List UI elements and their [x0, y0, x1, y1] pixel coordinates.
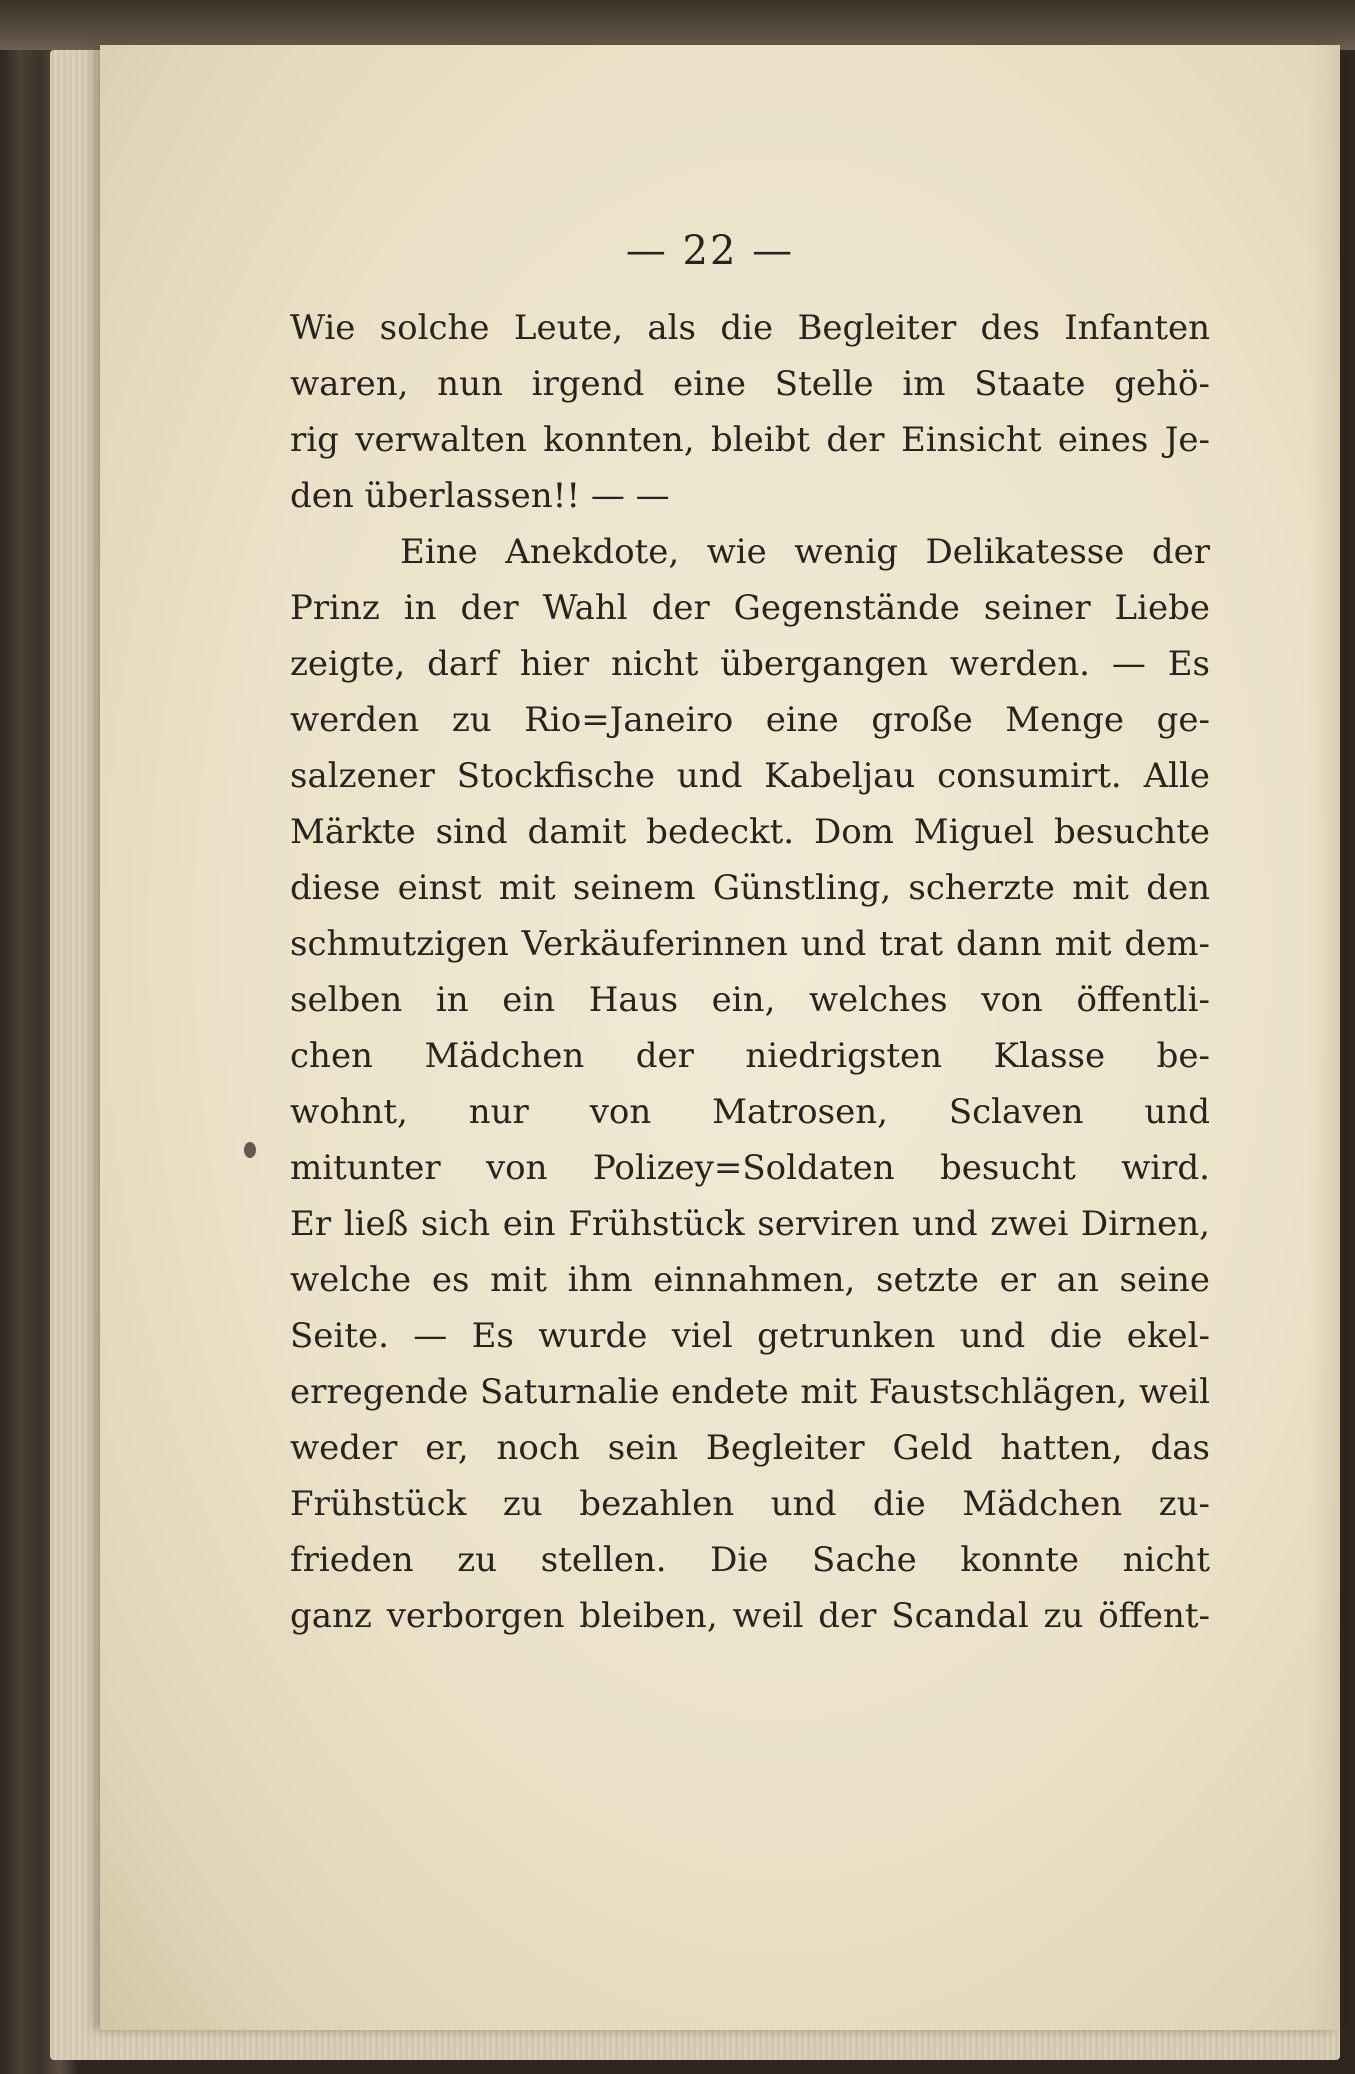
ink-spot	[244, 1142, 256, 1158]
text-line: chen Mädchen der niedrigsten Klasse be-	[290, 1036, 1210, 1076]
text-line: ganz verborgen bleiben, weil der Scandal zu öffent-	[290, 1596, 1210, 1636]
text-line: weder er, noch sein Begleiter Geld hatten, das	[290, 1428, 1210, 1468]
text-line: frieden zu stellen. Die Sache konnte nicht	[290, 1540, 1210, 1580]
text-line: zeigte, darf hier nicht übergangen werden. — Es	[290, 644, 1210, 684]
text-line: mitunter von Polizey=Soldaten besucht wird.	[290, 1148, 1210, 1188]
text-line: Seite. — Es wurde viel getrunken und die ekel-	[290, 1316, 1210, 1356]
text-line: Eine Anekdote, wie wenig Delikatesse der	[400, 532, 1210, 572]
text-line: werden zu Rio=Janeiro eine große Menge ge-	[290, 700, 1210, 740]
text-line: waren, nun irgend eine Stelle im Staate gehö-	[290, 364, 1210, 404]
text-line: schmutzigen Verkäuferinnen und trat dann mit dem-	[290, 924, 1210, 964]
book-cover-edge	[0, 0, 1355, 50]
text-line: Frühstück zu bezahlen und die Mädchen zu-	[290, 1484, 1210, 1524]
text-line: Wie solche Leute, als die Begleiter des Infanten	[290, 308, 1210, 348]
text-line: salzener Stockfische und Kabeljau consumirt. Alle	[290, 756, 1210, 796]
text-line: rig verwalten konnten, bleibt der Einsicht eines Je-	[290, 420, 1210, 460]
text-line: Märkte sind damit bedeckt. Dom Miguel besuchte	[290, 812, 1210, 852]
text-line: wohnt, nur von Matrosen, Sclaven und	[290, 1092, 1210, 1132]
page-number: — 22 —	[625, 228, 795, 274]
body-text	[290, 300, 1210, 1644]
text-line: den überlassen!! — —	[290, 476, 670, 516]
text-line: Prinz in der Wahl der Gegenstände seiner Liebe	[290, 588, 1210, 628]
text-line: Er ließ sich ein Frühstück serviren und zwei Dirnen,	[290, 1204, 1210, 1244]
text-line: welche es mit ihm einnahmen, setzte er an seine	[290, 1260, 1210, 1300]
text-line: diese einst mit seinem Günstling, scherzte mit den	[290, 868, 1210, 908]
text-line: selben in ein Haus ein, welches von öffentli-	[290, 980, 1210, 1020]
text-line: erregende Saturnalie endete mit Faustschlägen, weil	[290, 1372, 1210, 1412]
